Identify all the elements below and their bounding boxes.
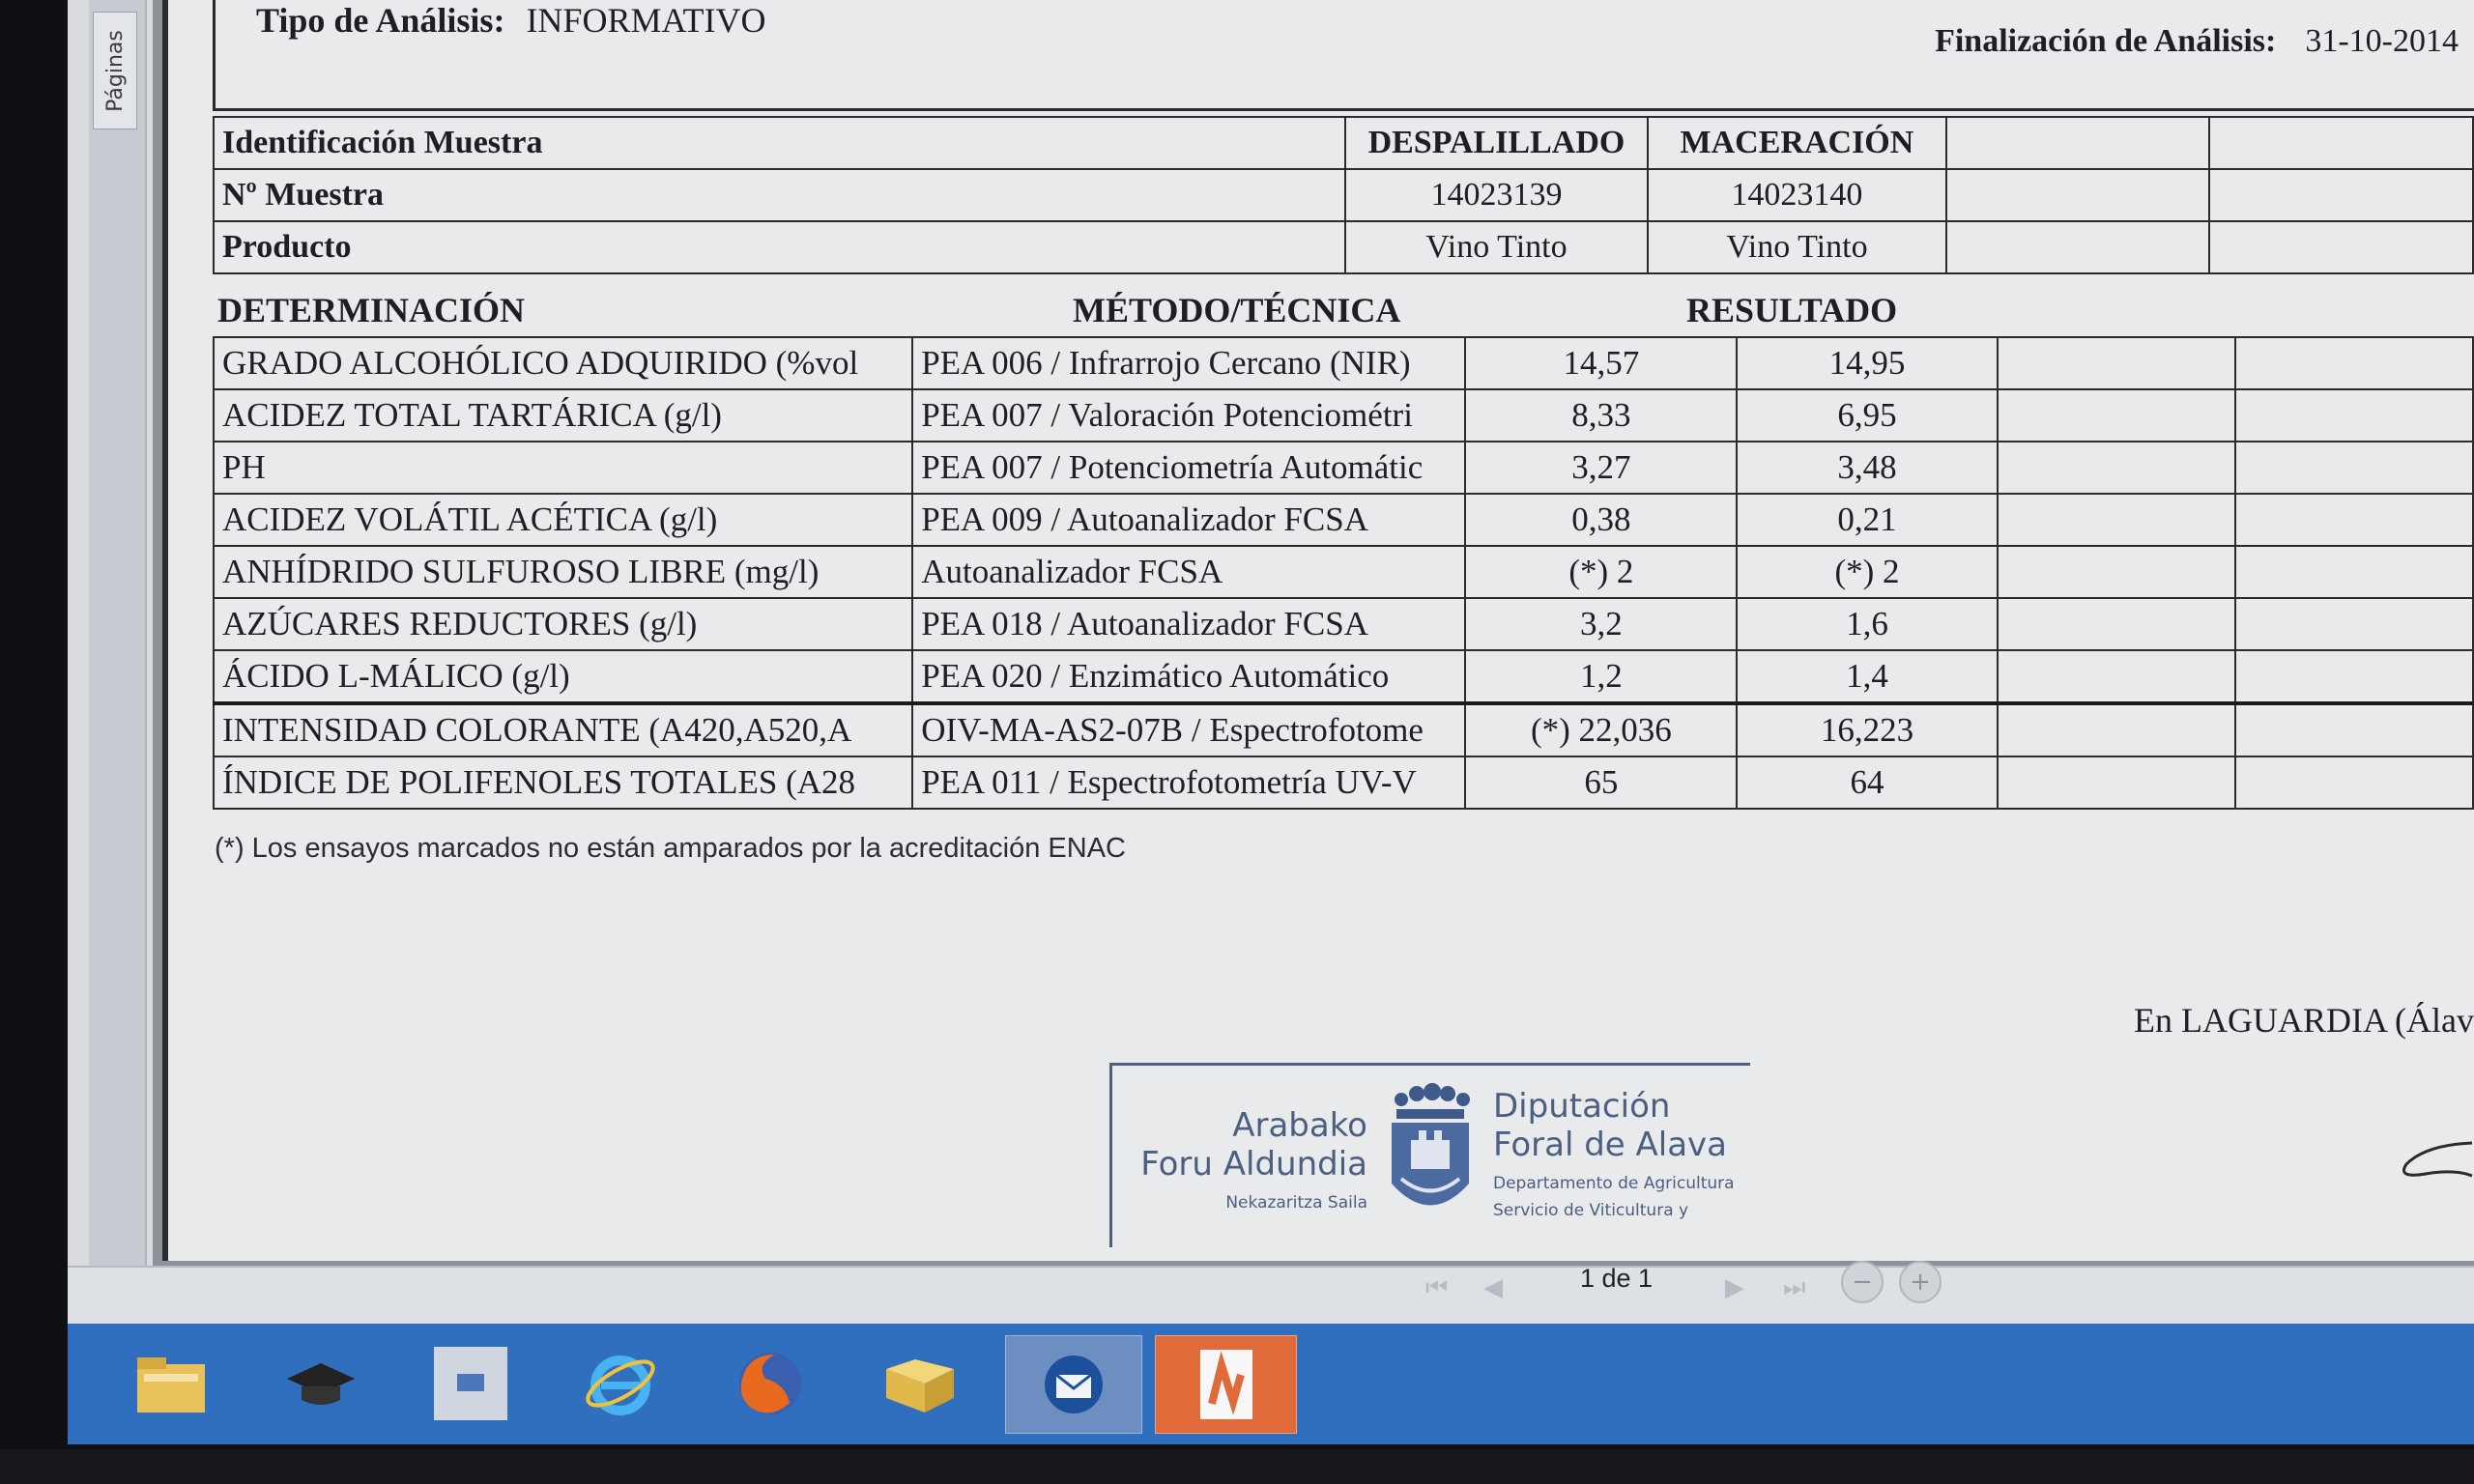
- sample-cell: DESPALILLADO: [1345, 117, 1648, 169]
- page-navigation-bar: [68, 1266, 2474, 1326]
- signature-mark: [2387, 1135, 2474, 1193]
- empty-cell: [1998, 337, 2235, 389]
- zoom-in-button[interactable]: [1899, 1261, 1942, 1303]
- result-cell: 16,223: [1737, 703, 1997, 756]
- pages-tab[interactable]: [93, 12, 137, 129]
- calendar-app-icon: [432, 1345, 509, 1422]
- end-date-value: 31-10-2014: [2305, 23, 2459, 59]
- sample-cell: 14023140: [1648, 169, 1946, 221]
- row-label: Producto: [214, 221, 1345, 273]
- method-cell: PEA 009 / Autoanalizador FCSA: [912, 494, 1465, 546]
- table-row: [214, 337, 2473, 389]
- empty-cell: [2235, 703, 2473, 756]
- result-cell: (*) 22,036: [1465, 703, 1737, 756]
- logo-left-line1: Arabako: [1232, 1106, 1367, 1145]
- determination-cell: AZÚCARES REDUCTORES (g/l): [214, 598, 912, 650]
- thunderbird-button[interactable]: [1005, 1335, 1142, 1434]
- page-indicator: 1 de 1: [1580, 1264, 1654, 1293]
- logo-left-line2: Foru Aldundia: [1140, 1145, 1367, 1184]
- method-cell: Autoanalizador FCSA: [912, 546, 1465, 598]
- analysis-type-label: Tipo de Análisis:: [256, 1, 505, 40]
- sample-cell: 14023139: [1345, 169, 1648, 221]
- result-cell: 0,38: [1465, 494, 1737, 546]
- empty-cell: [1998, 442, 2235, 494]
- result-cell: 8,33: [1465, 389, 1737, 442]
- table-row: [214, 703, 2473, 756]
- sample-cell: MACERACIÓN: [1648, 117, 1946, 169]
- empty-cell: [1998, 598, 2235, 650]
- table-row: [214, 650, 2473, 703]
- empty-cell: [2235, 494, 2473, 546]
- logo-right-line2: Foral de Alava: [1493, 1126, 1728, 1164]
- empty-cell: [2209, 117, 2473, 169]
- empty-cell: [2235, 756, 2473, 809]
- table-row: [214, 117, 2473, 169]
- result-cell: 1,6: [1737, 598, 1997, 650]
- result-cell: 14,57: [1465, 337, 1737, 389]
- calendar-app-button[interactable]: [425, 1338, 516, 1429]
- empty-cell: [1998, 389, 2235, 442]
- folder-button[interactable]: [875, 1338, 965, 1429]
- determination-cell: ÍNDICE DE POLIFENOLES TOTALES (A28: [214, 756, 912, 809]
- determination-cell: ACIDEZ VOLÁTIL ACÉTICA (g/l): [214, 494, 912, 546]
- pdf-reader-icon: [1193, 1346, 1260, 1423]
- accreditation-footnote: (*) Los ensayos marcados no están amparados por la acreditación ENAC: [215, 833, 1126, 864]
- empty-cell: [1998, 756, 2235, 809]
- pages-tab-label: Páginas: [102, 29, 128, 112]
- result-cell: 3,48: [1737, 442, 1997, 494]
- method-cell: PEA 018 / Autoanalizador FCSA: [912, 598, 1465, 650]
- table-row: [214, 494, 2473, 546]
- table-row: [214, 389, 2473, 442]
- file-explorer-button[interactable]: [126, 1338, 216, 1429]
- analysis-end-date: [1935, 23, 2459, 60]
- empty-cell: [2209, 169, 2473, 221]
- logo-right-line4: Servicio de Viticultura y: [1493, 1201, 1689, 1220]
- sample-table: [213, 116, 2474, 274]
- analysis-type: [256, 0, 765, 41]
- result-cell: 1,2: [1465, 650, 1737, 703]
- empty-cell: [2209, 221, 2473, 273]
- empty-cell: [1998, 650, 2235, 703]
- logo-basque-text: [1140, 1106, 1367, 1213]
- row-label: Nº Muestra: [214, 169, 1345, 221]
- internet-explorer-icon: [582, 1345, 659, 1422]
- table-row: [214, 221, 2473, 273]
- table-row: [214, 169, 2473, 221]
- coat-of-arms-icon: [1382, 1082, 1479, 1227]
- result-header: RESULTADO: [1686, 291, 1898, 329]
- result-cell: 6,95: [1737, 389, 1997, 442]
- method-cell: PEA 007 / Potenciometría Automátic: [912, 442, 1465, 494]
- signing-place: En LAGUARDIA (Álav: [2134, 1001, 2474, 1040]
- zoom-out-icon: −: [1852, 1268, 1873, 1297]
- empty-cell: [1998, 703, 2235, 756]
- determination-cell: INTENSIDAD COLORANTE (A420,A520,A: [214, 703, 912, 756]
- firefox-icon: [732, 1345, 809, 1422]
- graduation-cap-icon: [282, 1350, 360, 1417]
- result-cell: 1,4: [1737, 650, 1997, 703]
- result-cell: 0,21: [1737, 494, 1997, 546]
- result-cell: 65: [1465, 756, 1737, 809]
- zoom-out-button[interactable]: [1841, 1261, 1884, 1303]
- empty-cell: [1946, 169, 2209, 221]
- empty-cell: [2235, 650, 2473, 703]
- education-app-button[interactable]: [275, 1338, 366, 1429]
- result-cell: 14,95: [1737, 337, 1997, 389]
- first-page-button[interactable]: ⏮: [1425, 1273, 1449, 1302]
- result-cell: 3,27: [1465, 442, 1737, 494]
- method-cell: PEA 007 / Valoración Potenciométri: [912, 389, 1465, 442]
- result-cell: 64: [1737, 756, 1997, 809]
- pdf-reader-button[interactable]: [1155, 1335, 1297, 1434]
- method-cell: PEA 006 / Infrarrojo Cercano (NIR): [912, 337, 1465, 389]
- folder-icon: [881, 1350, 959, 1417]
- analysis-type-value: INFORMATIVO: [526, 1, 766, 40]
- method-header: MÉTODO/TÉCNICA: [1073, 291, 1401, 329]
- logo-spanish-text: [1493, 1087, 1735, 1220]
- prev-page-button[interactable]: ◀: [1483, 1273, 1503, 1302]
- empty-cell: [2235, 442, 2473, 494]
- determination-cell: ÁCIDO L-MÁLICO (g/l): [214, 650, 912, 703]
- method-cell: PEA 020 / Enzimático Automático: [912, 650, 1465, 703]
- determination-header: DETERMINACIÓN: [217, 291, 526, 329]
- last-page-button[interactable]: ⏭: [1783, 1273, 1806, 1302]
- zoom-in-icon: +: [1910, 1268, 1931, 1297]
- empty-cell: [2235, 546, 2473, 598]
- logo-left-line3: Nekazaritza Saila: [1225, 1193, 1367, 1213]
- table-row: [214, 442, 2473, 494]
- determination-cell: ACIDEZ TOTAL TARTÁRICA (g/l): [214, 389, 912, 442]
- firefox-button[interactable]: [725, 1338, 816, 1429]
- table-row: [214, 756, 2473, 809]
- file-explorer-icon: [132, 1350, 210, 1417]
- results-table: [213, 336, 2474, 810]
- logo-right-line3: Departamento de Agricultura: [1493, 1174, 1735, 1193]
- logo-right-line1: Diputación: [1493, 1087, 1671, 1126]
- pages-sidebar: [89, 0, 147, 1275]
- table-row: [214, 598, 2473, 650]
- method-cell: PEA 011 / Espectrofotometría UV-V: [912, 756, 1465, 809]
- result-cell: (*) 2: [1737, 546, 1997, 598]
- empty-cell: [2235, 598, 2473, 650]
- result-cell: 3,2: [1465, 598, 1737, 650]
- row-label: Identificación Muestra: [214, 117, 1345, 169]
- sample-cell: Vino Tinto: [1648, 221, 1946, 273]
- determination-cell: GRADO ALCOHÓLICO ADQUIRIDO (%vol: [214, 337, 912, 389]
- thunderbird-icon: [1035, 1346, 1112, 1423]
- next-page-button[interactable]: ▶: [1725, 1273, 1744, 1302]
- determination-cell: PH: [214, 442, 912, 494]
- empty-cell: [2235, 337, 2473, 389]
- empty-cell: [2235, 389, 2473, 442]
- sample-cell: Vino Tinto: [1345, 221, 1648, 273]
- empty-cell: [1998, 546, 2235, 598]
- result-cell: (*) 2: [1465, 546, 1737, 598]
- empty-cell: [1998, 494, 2235, 546]
- method-cell: OIV-MA-AS2-07B / Espectrofotome: [912, 703, 1465, 756]
- empty-cell: [1946, 117, 2209, 169]
- internet-explorer-button[interactable]: [575, 1338, 666, 1429]
- end-date-label: Finalización de Análisis:: [1935, 23, 2277, 59]
- table-row: [214, 546, 2473, 598]
- determination-cell: ANHÍDRIDO SULFUROSO LIBRE (mg/l): [214, 546, 912, 598]
- empty-cell: [1946, 221, 2209, 273]
